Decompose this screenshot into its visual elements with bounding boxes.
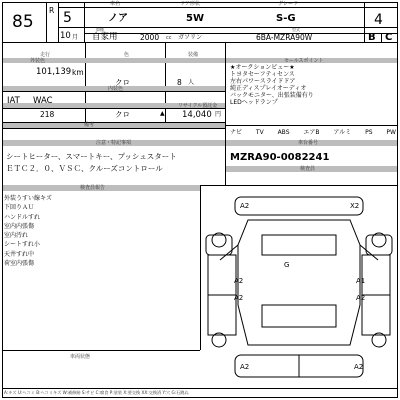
damage-side-right-2: A2 xyxy=(356,294,366,302)
damage-side-left-1: A2 xyxy=(234,277,244,285)
inspection-header: 検査員報告 xyxy=(80,185,106,191)
year-month: 10 xyxy=(60,31,71,41)
fuel-value: ガソリン xyxy=(178,34,203,41)
grade-value: S-G xyxy=(276,13,296,24)
capacity-value: 8 xyxy=(177,78,182,87)
door-label: ドア形状 xyxy=(180,1,200,7)
sale-point: バックモニター、出張装備有り xyxy=(230,92,314,99)
shift-mark: ▲ xyxy=(160,110,165,117)
inspection-item: 外装うすい線キズ xyxy=(4,195,52,202)
inspection-item: 室内内張傷 xyxy=(4,222,35,230)
auction-number: 85 xyxy=(12,12,34,32)
damage-side-left-2: A2 xyxy=(234,294,244,302)
option-pw: PW xyxy=(386,129,396,136)
sale-points-list xyxy=(230,64,314,106)
sale-point: トヨタセーフティセンス xyxy=(230,71,295,78)
stroke-value: 218 xyxy=(40,110,55,119)
model-code: 6BA-MZRA90W xyxy=(256,33,313,42)
damage-front-right: X2 xyxy=(350,202,360,210)
price-unit: 円 xyxy=(215,111,222,118)
option-airbag: エアB xyxy=(303,129,320,136)
damage-front-left: A2 xyxy=(240,202,250,210)
row1-label: 外装色 xyxy=(30,58,46,64)
color-header: 色 xyxy=(124,52,130,58)
option-ps: PS xyxy=(365,129,373,136)
damage-side-right-1: A1 xyxy=(356,277,366,285)
option-navi: ナビ xyxy=(230,129,243,136)
displacement-value: 2000 xyxy=(140,33,160,42)
chassis-header: 車台番号 xyxy=(298,140,319,146)
inspection-item: 下回りＡＵ xyxy=(4,204,35,212)
sale-points-header: セールスポイント xyxy=(284,58,324,64)
notes-line-2: ＥＴＣ２．０、ＶＳＣ、クルーズコントロール xyxy=(6,164,163,173)
seats-value: 4 xyxy=(374,12,383,28)
inspection-list xyxy=(4,195,52,269)
sale-point: LEDヘッドランプ xyxy=(230,99,278,106)
notes-header: 注意・特記事項 xyxy=(96,140,132,146)
inspection-item: シートすれ小 xyxy=(4,241,40,249)
sale-point: ★オークションビュー★ xyxy=(230,64,295,71)
car-damage-diagram xyxy=(200,185,398,398)
option-alloy: アルミ xyxy=(333,129,352,136)
chassis-label: 車種 xyxy=(96,27,104,32)
grade-label: グレード xyxy=(278,1,299,7)
windshield-shape xyxy=(262,235,336,255)
color-value: クロ xyxy=(115,78,130,87)
mileage-header: 走行 xyxy=(40,52,51,58)
row4-label: 備考 xyxy=(84,122,95,128)
type-label: 型式 xyxy=(292,27,300,32)
options-row xyxy=(230,129,396,136)
damage-roof: G xyxy=(284,261,290,269)
inspection-item: 荷室内張傷 xyxy=(4,260,35,268)
door-value: 5W xyxy=(186,13,204,24)
front-bumper-shape xyxy=(235,197,363,215)
inspection-item: 天井すれ中 xyxy=(4,250,35,258)
chassis-sub-label: 検査員 xyxy=(300,166,316,172)
r-mark: R xyxy=(49,6,55,15)
mileage-unit: km xyxy=(72,68,84,77)
damage-rear-left: A2 xyxy=(240,363,250,371)
sale-point: 左右パワースライドドア xyxy=(230,78,296,85)
cc-mark: cc xyxy=(166,35,172,41)
row3-label: リサイクル預託金 xyxy=(178,103,218,109)
ac-value: WAC xyxy=(33,96,53,106)
mileage-value: 101,139 xyxy=(36,67,72,77)
bottom-header: 車両状態 xyxy=(70,354,91,360)
row2-label: 内装色 xyxy=(108,86,124,92)
left-side-shape xyxy=(206,235,232,255)
capacity-unit: 人 xyxy=(188,79,195,86)
damage-rear-right: A2 xyxy=(354,363,364,371)
equip-header: 装備 xyxy=(188,52,199,58)
footer-legend: A:キズ U:ヘコミ B:ヘコミキズ W:補修跡 S:サビ C:腐食 P:塗装 X:要交換 XX:交換済 Y:穴 G:石跳ね xyxy=(4,390,189,395)
year-era: 5 xyxy=(63,10,72,26)
model-name: ノア xyxy=(108,13,128,24)
month-mark: 月 xyxy=(72,34,79,41)
option-abs: ABS xyxy=(277,129,290,136)
inspection-item: ハンドルすれ xyxy=(4,213,41,221)
rear-window-shape xyxy=(262,305,336,327)
color2-value: クロ xyxy=(115,110,130,119)
price-value: 14,040 xyxy=(182,110,212,120)
right-side-shape xyxy=(366,235,392,255)
transmission-value: IAT xyxy=(7,96,20,106)
chassis-number: MZRA90-0082241 xyxy=(230,152,330,163)
body-outline-shape xyxy=(238,220,360,345)
inspection-item: 室内汚れ xyxy=(4,232,29,240)
model-label: 車名 xyxy=(110,1,121,7)
score-c: C xyxy=(385,32,393,43)
sale-point: 純正ディスプレイオーディオ xyxy=(230,85,307,92)
notes-line-1: シートヒーター、スマートキー、プッシュスタート xyxy=(6,152,177,161)
usage-value: 自家用 xyxy=(92,32,118,42)
score-b: B xyxy=(368,32,376,43)
option-tv: TV xyxy=(255,129,264,136)
